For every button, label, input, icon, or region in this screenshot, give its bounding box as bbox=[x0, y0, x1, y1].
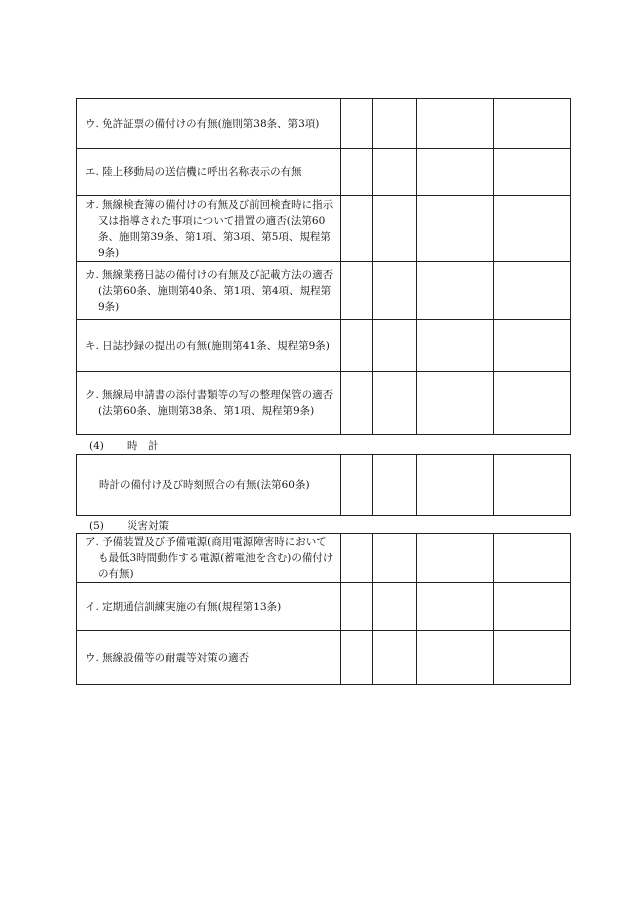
item-text: エ. 陸上移動局の送信機に呼出名称表示の有無 bbox=[85, 166, 302, 178]
table-row bbox=[77, 583, 571, 631]
item-cell bbox=[77, 534, 341, 583]
result-cell[interactable] bbox=[417, 455, 494, 516]
item-text: キ. 日誌抄録の提出の有無(施則第41条、規程第9条) bbox=[85, 339, 330, 352]
item-cell bbox=[77, 262, 341, 320]
item-cell bbox=[77, 583, 341, 631]
inspection-table-2 bbox=[76, 454, 571, 516]
check-cell[interactable] bbox=[373, 455, 417, 516]
inspection-table-3 bbox=[76, 533, 571, 685]
item-text: イ. 定期通信訓練実施の有無(規程第13条) bbox=[85, 600, 282, 613]
result-cell[interactable] bbox=[417, 320, 494, 372]
table-row bbox=[77, 149, 571, 196]
check-cell[interactable] bbox=[341, 320, 373, 372]
result-cell[interactable] bbox=[417, 149, 494, 196]
section-number: (5) bbox=[89, 520, 104, 532]
section-title: 災害対策 bbox=[127, 520, 169, 532]
check-cell[interactable] bbox=[341, 534, 373, 583]
result-cell[interactable] bbox=[417, 262, 494, 320]
item-cell bbox=[77, 631, 341, 685]
result-cell[interactable] bbox=[417, 99, 494, 149]
item-text: ウ. 無線設備等の耐震等対策の適否 bbox=[85, 651, 250, 664]
check-cell[interactable] bbox=[341, 99, 373, 149]
item-text: 時計の備付け及び時刻照合の有無(法第60条) bbox=[99, 479, 310, 491]
check-cell[interactable] bbox=[373, 262, 417, 320]
check-cell[interactable] bbox=[373, 320, 417, 372]
remarks-cell[interactable] bbox=[494, 372, 571, 435]
remarks-cell[interactable] bbox=[494, 196, 571, 262]
section-number: (4) bbox=[89, 440, 104, 452]
table-row bbox=[77, 631, 571, 685]
item-cell bbox=[77, 149, 341, 196]
remarks-cell[interactable] bbox=[494, 320, 571, 372]
check-cell[interactable] bbox=[341, 149, 373, 196]
check-cell[interactable] bbox=[341, 455, 373, 516]
check-cell[interactable] bbox=[373, 149, 417, 196]
check-cell[interactable] bbox=[373, 99, 417, 149]
table-row bbox=[77, 534, 571, 583]
result-cell[interactable] bbox=[417, 583, 494, 631]
item-cell bbox=[77, 320, 341, 372]
check-cell[interactable] bbox=[341, 583, 373, 631]
table-row bbox=[77, 320, 571, 372]
result-cell[interactable] bbox=[417, 534, 494, 583]
item-text: ク. 無線局申請書の添付書類等の写の整理保管の適否(法第60条、施則第38条、第1項、規程第9条) bbox=[85, 389, 334, 417]
item-cell bbox=[77, 196, 341, 262]
remarks-cell[interactable] bbox=[494, 99, 571, 149]
table-row bbox=[77, 455, 571, 516]
check-cell[interactable] bbox=[341, 372, 373, 435]
result-cell[interactable] bbox=[417, 631, 494, 685]
check-cell[interactable] bbox=[341, 631, 373, 685]
table-row bbox=[77, 196, 571, 262]
check-cell[interactable] bbox=[341, 196, 373, 262]
section-heading-4 bbox=[89, 439, 159, 453]
item-cell bbox=[77, 455, 341, 516]
table-row bbox=[77, 372, 571, 435]
check-cell[interactable] bbox=[373, 631, 417, 685]
item-text: オ. 無線検査簿の備付けの有無及び前回検査時に指示又は指導された事項について措置の適否(法第60条、施則第39条、第1項、第3項、第5項、規程第9条) bbox=[85, 198, 334, 259]
check-cell[interactable] bbox=[373, 196, 417, 262]
result-cell[interactable] bbox=[417, 372, 494, 435]
check-cell[interactable] bbox=[373, 583, 417, 631]
item-text: ウ. 免許証票の備付けの有無(施則第38条、第3項) bbox=[85, 117, 320, 130]
check-cell[interactable] bbox=[373, 372, 417, 435]
section-heading-5 bbox=[89, 519, 169, 533]
item-text: ア. 予備装置及び予備電源(商用電源障害時においても最低3時間動作する電源(蓄電池を含む)の備付けの有無) bbox=[85, 536, 334, 580]
result-cell[interactable] bbox=[417, 196, 494, 262]
table-row bbox=[77, 99, 571, 149]
remarks-cell[interactable] bbox=[494, 631, 571, 685]
remarks-cell[interactable] bbox=[494, 534, 571, 583]
check-cell[interactable] bbox=[373, 534, 417, 583]
remarks-cell[interactable] bbox=[494, 583, 571, 631]
remarks-cell[interactable] bbox=[494, 455, 571, 516]
remarks-cell[interactable] bbox=[494, 149, 571, 196]
item-cell bbox=[77, 99, 341, 149]
table-row bbox=[77, 262, 571, 320]
section-title: 時 計 bbox=[127, 440, 159, 452]
check-cell[interactable] bbox=[341, 262, 373, 320]
item-text: カ. 無線業務日誌の備付けの有無及び記載方法の適否(法第60条、施則第40条、第1項、第4項、規程第9条) bbox=[85, 268, 334, 313]
remarks-cell[interactable] bbox=[494, 262, 571, 320]
item-cell bbox=[77, 372, 341, 435]
inspection-table-1 bbox=[76, 98, 571, 435]
